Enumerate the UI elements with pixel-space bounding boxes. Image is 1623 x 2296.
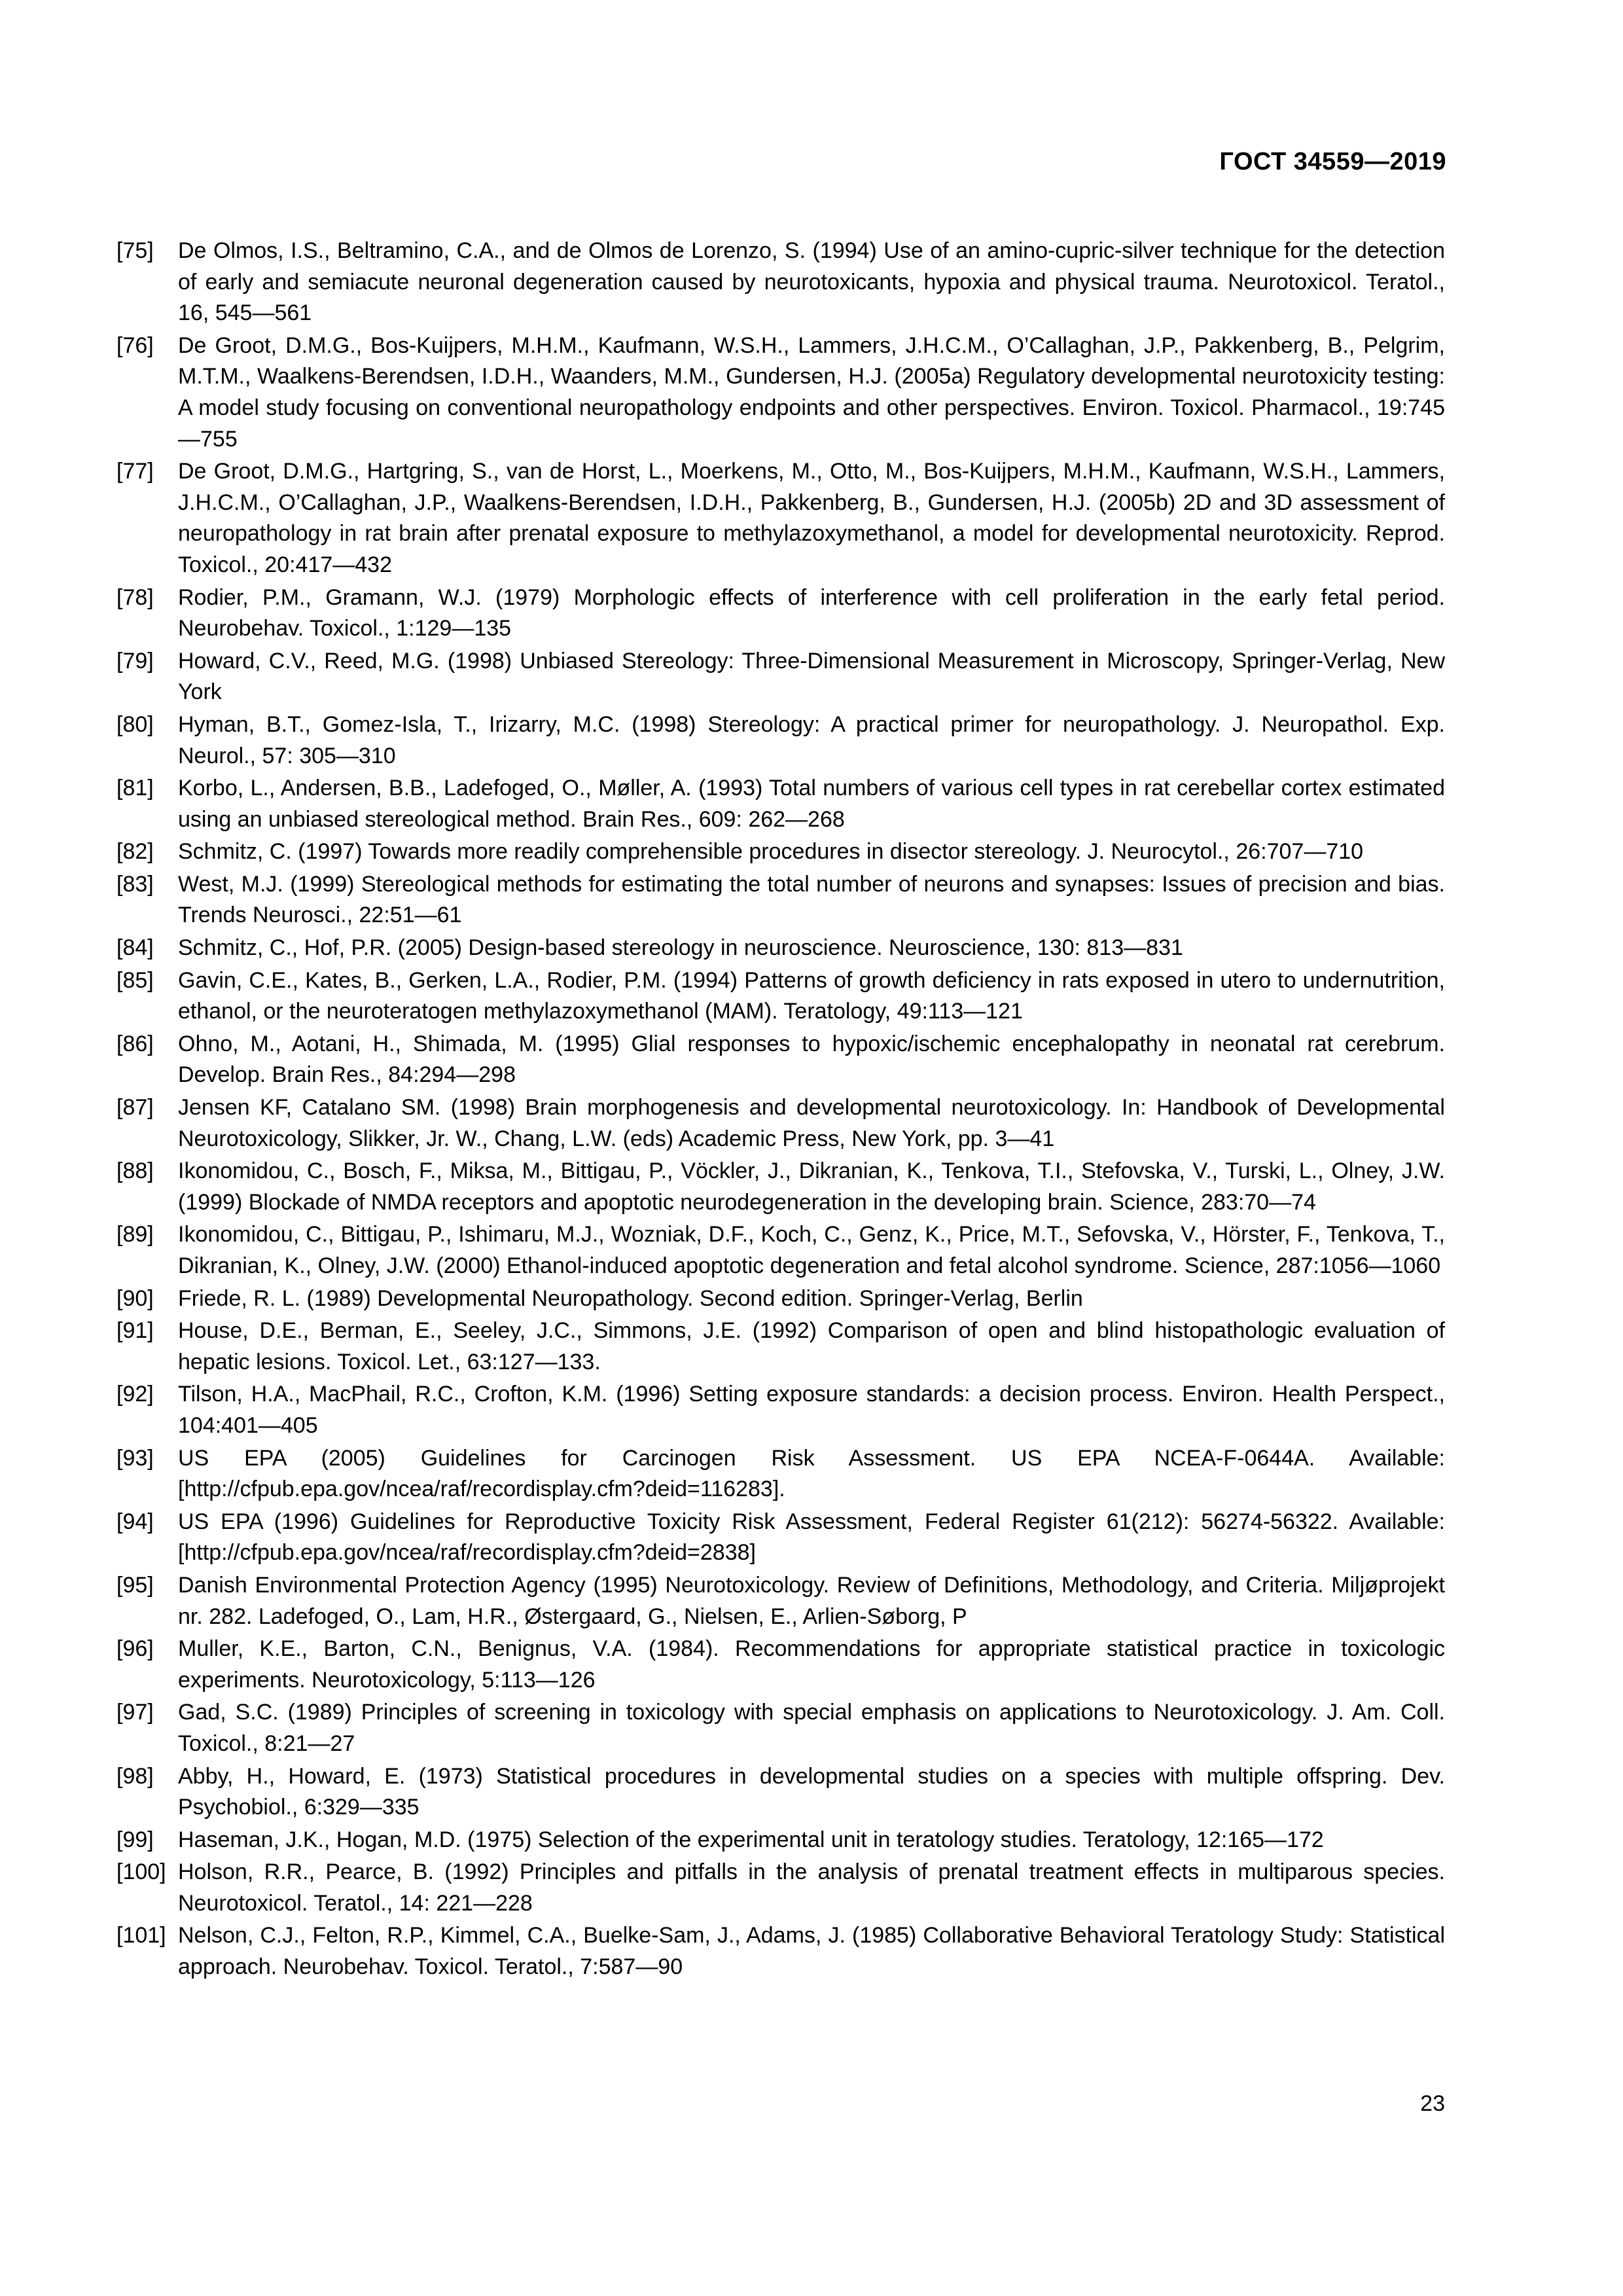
reference-text: Jensen KF, Catalano SM. (1998) Brain morphogenesis and developmental neurotoxicology. In: Handbook of Developmental Neurotoxicology, Slikker, Jr. W., Chang, L.W. (eds) Academic Press, New York, pp. 3—41 bbox=[178, 1095, 1445, 1151]
reference-text: House, D.E., Berman, E., Seeley, J.C., Simmons, J.E. (1992) Comparison of open and blind histopathologic evaluation of hepatic lesions. Toxicol. Let., 63:127—133. bbox=[178, 1318, 1445, 1374]
reference-number: [89] bbox=[116, 1222, 154, 1247]
reference-item bbox=[116, 1029, 1445, 1091]
reference-number: [91] bbox=[116, 1318, 154, 1344]
reference-text: Ohno, M., Aotani, H., Shimada, M. (1995) Glial responses to hypoxic/ischemic encephalopathy in neonatal rat cerebrum. Develop. Brain Res., 84:294—298 bbox=[178, 1031, 1445, 1088]
reference-text: US EPA (1996) Guidelines for Reproductive Toxicity Risk Assessment, Federal Register 61(212): 56274-56322. Available: [http://cfpub.epa.gov/ncea/raf/recordisplay.cfm?deid=2838] bbox=[178, 1509, 1445, 1566]
reference-item bbox=[116, 1857, 1445, 1919]
reference-number: [97] bbox=[116, 1700, 154, 1725]
reference-number: [99] bbox=[116, 1827, 154, 1852]
reference-text: Hyman, B.T., Gomez-Isla, T., Irizarry, M.C. (1998) Stereology: A practical primer for neuropathology. J. Neuropathol. Exp. Neurol., 57: 305—310 bbox=[178, 711, 1445, 768]
reference-item bbox=[116, 1092, 1445, 1155]
reference-number: [84] bbox=[116, 935, 154, 961]
reference-text: Ikonomidou, C., Bittigau, P., Ishimaru, M.J., Wozniak, D.F., Koch, C., Genz, K., Price, M.T., Sefovska, V., Hörster, F., Tenkova, T., Dikranian, K., Olney, J.W. (2000) Ethanol-induced apoptotic degeneration and fetal alcohol syndrome. Science, 287:1056—1060 bbox=[178, 1222, 1445, 1278]
reference-text: Korbo, L., Andersen, B.B., Ladefoged, O., Møller, A. (1993) Total numbers of various cell types in rat cerebellar cortex estimated using an unbiased stereological method. Brain Res., 609: 262—268 bbox=[178, 776, 1445, 832]
reference-number: [86] bbox=[116, 1031, 154, 1056]
reference-text: Ikonomidou, C., Bosch, F., Miksa, M., Bittigau, P., Vöckler, J., Dikranian, K., Tenkova, T.I., Stefovska, V., Turski, L., Olney, J.W. (1999) Blockade of NMDA receptors and apoptotic neurodegeneration in the developing brain. Science, 283:70—74 bbox=[178, 1158, 1445, 1215]
reference-text: Gavin, C.E., Kates, B., Gerken, L.A., Rodier, P.M. (1994) Patterns of growth deficiency in rats exposed in utero to undernutrition, ethanol, or the neuroteratogen methylazoxymethanol (MAM). Teratology, 49:113—121 bbox=[178, 967, 1445, 1024]
reference-number: [88] bbox=[116, 1158, 154, 1184]
reference-item bbox=[116, 869, 1445, 931]
reference-item bbox=[116, 583, 1445, 645]
reference-text: US EPA (2005) Guidelines for Carcinogen Risk Assessment. US EPA NCEA-F-0644A. Available: [http://cfpub.epa.gov/ncea/raf/recordisplay.cfm?deid=116283]. bbox=[178, 1445, 1445, 1502]
reference-text: De Groot, D.M.G., Bos-Kuijpers, M.H.M., Kaufmann, W.S.H., Lammers, J.H.C.M., O’Callaghan, J.P., Pakkenberg, B., Pelgrim, M.T.M., Waalkens-Berendsen, I.D.H., Waanders, M.M., Gundersen, H.J. (2005a) Regulatory developmental neurotoxicity testing: A model study focusing on conventional neuropathology endpoints and other perspectives. Environ. Toxicol. Pharmacol., 19:745—755 bbox=[178, 332, 1445, 452]
reference-text: Abby, H., Howard, E. (1973) Statistical procedures in developmental studies on a species with multiple offspring. Dev. Psychobiol., 6:329—335 bbox=[178, 1763, 1445, 1820]
reference-number: [100] bbox=[116, 1859, 166, 1885]
reference-text: Friede, R. L. (1989) Developmental Neuropathology. Second edition. Springer-Verlag, Berlin bbox=[178, 1285, 1083, 1311]
page-number: 23 bbox=[1420, 2091, 1445, 2116]
reference-number: [101] bbox=[116, 1923, 166, 1948]
reference-number: [95] bbox=[116, 1572, 154, 1598]
reference-item bbox=[116, 1570, 1445, 1632]
reference-item bbox=[116, 1443, 1445, 1505]
reference-item bbox=[116, 1920, 1445, 1982]
reference-text: Danish Environmental Protection Agency (1995) Neurotoxicology. Review of Definitions, Methodology, and Criteria. Miljøprojekt nr. 282. Ladefoged, O., Lam, H.R., Østergaard, G., Nielsen, E., Arlien-Søborg, P bbox=[178, 1572, 1445, 1629]
reference-item bbox=[116, 1507, 1445, 1569]
reference-item bbox=[116, 1761, 1445, 1823]
reference-text: Muller, K.E., Barton, C.N., Benignus, V.A. (1984). Recommendations for appropriate statistical practice in toxicologic experiments. Neurotoxicology, 5:113—126 bbox=[178, 1636, 1445, 1693]
reference-number: [80] bbox=[116, 711, 154, 737]
reference-item bbox=[116, 773, 1445, 835]
reference-number: [87] bbox=[116, 1095, 154, 1121]
reference-text: Schmitz, C., Hof, P.R. (2005) Design-based stereology in neuroscience. Neuroscience, 130: 813—831 bbox=[178, 935, 1183, 961]
reference-text: Schmitz, C. (1997) Towards more readily comprehensible procedures in disector stereology. J. Neurocytol., 26:707—710 bbox=[178, 839, 1364, 865]
reference-item bbox=[116, 456, 1445, 581]
reference-item bbox=[116, 331, 1445, 455]
reference-item bbox=[116, 1316, 1445, 1378]
reference-number: [76] bbox=[116, 332, 154, 358]
reference-text: Nelson, C.J., Felton, R.P., Kimmel, C.A., Buelke-Sam, J., Adams, J. (1985) Collaborative Behavioral Teratology Study: Statistical approach. Neurobehav. Toxicol. Teratol., 7:587—90 bbox=[178, 1923, 1445, 1980]
reference-item bbox=[116, 709, 1445, 772]
reference-number: [79] bbox=[116, 648, 154, 673]
reference-text: Howard, C.V., Reed, M.G. (1998) Unbiased Stereology: Three-Dimensional Measurement in Microscopy, Springer-Verlag, New York bbox=[178, 648, 1445, 705]
reference-item bbox=[116, 1219, 1445, 1282]
reference-item bbox=[116, 646, 1445, 708]
reference-item bbox=[116, 836, 1445, 868]
reference-item bbox=[116, 1379, 1445, 1441]
reference-number: [82] bbox=[116, 839, 154, 865]
reference-item bbox=[116, 933, 1445, 964]
reference-item bbox=[116, 1697, 1445, 1759]
reference-number: [75] bbox=[116, 238, 154, 263]
reference-number: [83] bbox=[116, 871, 154, 897]
reference-text: De Olmos, I.S., Beltramino, C.A., and de Olmos de Lorenzo, S. (1994) Use of an amino-cupric-silver technique for the detection of early and semiacute neuronal degeneration caused by neurotoxicants, hypoxia and physical trauma. Neurotoxicol. Teratol., 16, 545—561 bbox=[178, 238, 1445, 326]
reference-number: [94] bbox=[116, 1509, 154, 1534]
reference-item bbox=[116, 1825, 1445, 1856]
reference-number: [78] bbox=[116, 584, 154, 610]
reference-number: [98] bbox=[116, 1763, 154, 1789]
reference-text: De Groot, D.M.G., Hartgring, S., van de Horst, L., Moerkens, M., Otto, M., Bos-Kuijpers, M.H.M., Kaufmann, W.S.H., Lammers, J.H.C.M., O’Callaghan, J.P., Waalkens-Berendsen, I.D.H., Pakkenberg, B., Gundersen, H.J. (2005b) 2D and 3D assessment of neuropathology in rat brain after prenatal exposure to methylazoxymethanol, a model for developmental neurotoxicity. Reprod. Toxicol., 20:417—432 bbox=[178, 459, 1445, 577]
reference-item bbox=[116, 1156, 1445, 1218]
reference-number: [92] bbox=[116, 1382, 154, 1407]
reference-text: Haseman, J.K., Hogan, M.D. (1975) Selection of the experimental unit in teratology studies. Teratology, 12:165—172 bbox=[178, 1827, 1324, 1852]
reference-item bbox=[116, 236, 1445, 329]
reference-list bbox=[116, 236, 1445, 1984]
reference-number: [93] bbox=[116, 1445, 154, 1471]
standard-designation: ГОСТ 34559—2019 bbox=[1219, 148, 1446, 175]
reference-text: Tilson, H.A., MacPhail, R.C., Crofton, K.M. (1996) Setting exposure standards: a decision process. Environ. Health Perspect., 104:401—405 bbox=[178, 1382, 1445, 1438]
reference-text: Gad, S.C. (1989) Principles of screening in toxicology with special emphasis on applications to Neurotoxicology. J. Am. Coll. Toxicol., 8:21—27 bbox=[178, 1700, 1445, 1756]
reference-number: [81] bbox=[116, 776, 154, 801]
reference-item bbox=[116, 1634, 1445, 1696]
reference-number: [77] bbox=[116, 459, 154, 484]
reference-item bbox=[116, 965, 1445, 1028]
reference-number: [90] bbox=[116, 1285, 154, 1311]
reference-text: West, M.J. (1999) Stereological methods for estimating the total number of neurons and synapses: Issues of precision and bias. Trends Neurosci., 22:51—61 bbox=[178, 871, 1445, 928]
reference-number: [96] bbox=[116, 1636, 154, 1662]
reference-text: Holson, R.R., Pearce, B. (1992) Principles and pitfalls in the analysis of prenatal treatment effects in multiparous species. Neurotoxicol. Teratol., 14: 221—228 bbox=[178, 1859, 1445, 1916]
reference-text: Rodier, P.M., Gramann, W.J. (1979) Morphologic effects of interference with cell proliferation in the early fetal period. Neurobehav. Toxicol., 1:129—135 bbox=[178, 584, 1445, 641]
reference-number: [85] bbox=[116, 967, 154, 993]
reference-item bbox=[116, 1283, 1445, 1315]
